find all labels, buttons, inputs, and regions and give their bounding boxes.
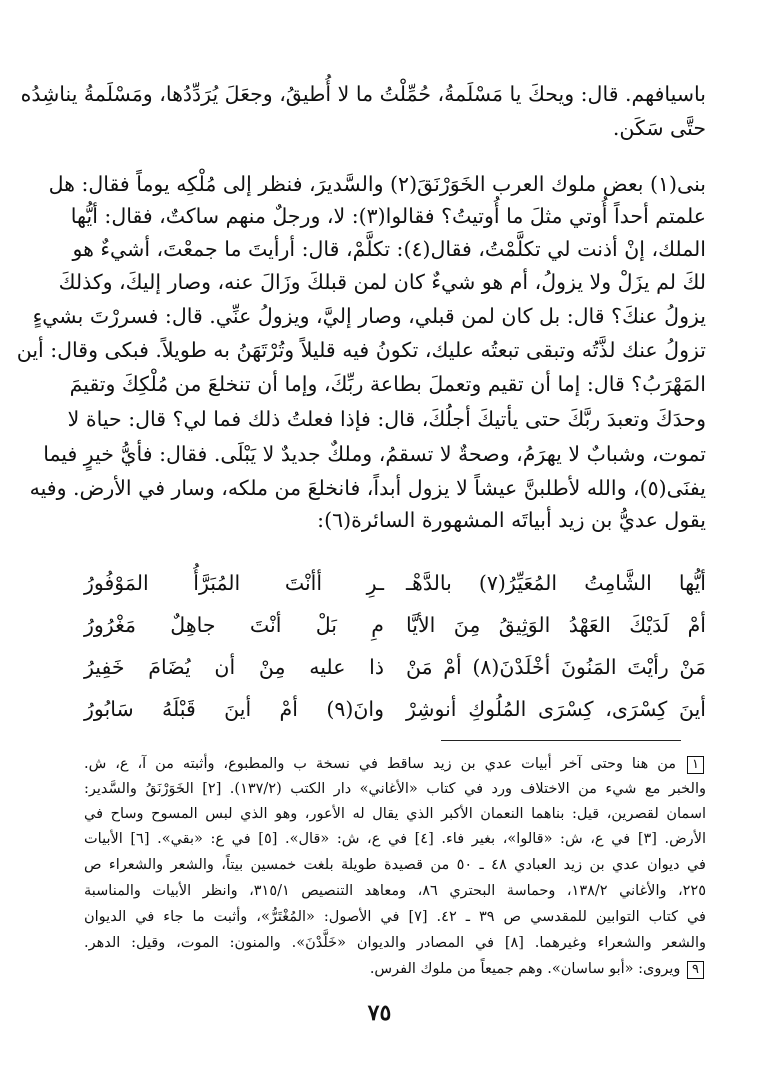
verse-second-hemistich: مِ بَلْ أنْتَ جاهِلٌ مَغْرُورُ	[84, 613, 384, 637]
text-line: حتَّى سَكَن.	[612, 116, 706, 140]
footnote-number-box: ١	[687, 756, 704, 774]
poem-verse	[84, 686, 706, 732]
poem-verse	[84, 644, 706, 690]
footnote-line	[84, 752, 706, 778]
poem-verse	[84, 560, 706, 606]
text-line: يزولُ عنكَ؟ قال: بل كان لمن قبلي، وصار إليَّ، ويزولُ عنِّي. قال: فسررْتَ بشيءٍ	[32, 304, 706, 328]
text-line: علمتم أحداً أُوتي مثلَ ما أُوتيتُ؟ فقالوا(٣): لا، ورجلٌ منهم ساكتٌ، فقال: أيُّها	[70, 204, 706, 228]
verse-second-hemistich: ذا عليه مِنْ أن يُضَامَ خَفِيرُ	[84, 655, 384, 679]
footnote-line: الأرض. [٣] في ع، ش: «قالوا»، بغير فاء. [٤] في ع، ش: «قال». [٥] في ع: «بقي». [٦] الأبيات	[84, 831, 706, 847]
footnote-line: في ديوان عدي بن زيد العبادي ٤٨ ـ ٥٠ من قصيدة طويلة بلغت خمسين بيتاً، والشعر والشعراء ص	[84, 857, 706, 873]
poem-verse	[84, 602, 706, 648]
footnote-line: ٢٢٥، والأغاني ١٣٨/٢، وحماسة البحتري ٨٦، ومعاهد التنصيص ٣١٥/١، وانظر الأبيات والمناسبة	[84, 883, 707, 899]
footnote-line: في كتاب التوابين للمقدسي ص ٣٩ ـ ٤٢. [٧] في الأصول: «المُغْتَرُّ»، وأثبت ما جاء في الديوان	[84, 909, 706, 925]
text-line: بنى(١) بعض ملوك العرب الخَوَرْنَقَ(٢) والسَّديرَ، فنظر إلى مُلْكِه يوماً فقال: هل	[48, 172, 706, 196]
text-line: تزولُ عنك لذَّتُه وتبقى تبعتُه عليك، تكونُ فيه قليلاً وتُرْتَهَنُ به طويلاً. فبكى وقال: أين	[16, 338, 706, 362]
verse-second-hemistich: ـرِ أأنْتَ المُبَرَّأُ المَوْفُورُ	[84, 571, 384, 595]
footnote-line: والشعر والشعراء وغيرهما. [٨] في المصادر والديوان «خَلَّدْنَ». والمنون: الموت، وقيل: الدهر.	[84, 935, 707, 951]
verse-first-hemistich: أمْ لَدَيْكَ العَهْدُ الوَثِيقُ مِنَ الأيَّا	[406, 613, 706, 637]
text-line: يفنَى(٥)، والله لأطلبنَّ عيشاً لا يزول أبداً، فانخلعَ من ملكه، وسار في الأرض. وفيه	[29, 476, 706, 500]
text-line: تموت، وشبابٌ لا يهرَمُ، وصحةٌ لا تسقمُ، وملكٌ جديدٌ لا يَبْلَى. فقال: فأيُّ خيرٍ فيما	[43, 442, 706, 466]
verse-first-hemistich: أينَ كِسْرَى، كِسْرَى المُلُوكِ أنوشِرْ	[406, 697, 706, 721]
text-line: باسيافهم. قال: ويحكَ يا مَسْلَمةُ، حُمِّلْتُ ما لا أُطيقُ، وجعَلَ يُرَدِّدُها، ومَسْلَمةُ يناشِدُه	[20, 82, 706, 106]
text-line: يقول عديُّ بن زيد أبياتَه المشهورة السائرة(٦):	[317, 508, 706, 532]
footnote-text: ويروى: «أبو ساسان». وهم جميعاً من ملوك الفرس.	[369, 961, 681, 977]
text-line: لكَ لم يزَلْ ولا يزولُ، أم هو شيءٌ كان لمن قبلكَ وزَالَ عنه، وصار إليكَ، وكذلكَ	[58, 270, 706, 294]
verse-first-hemistich: مَنْ رأيْتَ المَنُونَ أخْلَدْنَ(٨) أمْ مَنْ	[406, 655, 706, 679]
footnote-line: والخبر مع شيء من الاختلاف ورد في كتاب «الأغاني» دار الكتب (١٣٧/٢). [٢] الخَوَرْنَقُ والسَّدير:	[84, 781, 706, 797]
verse-first-hemistich: أيُّها الشَّامِتُ المُعَيِّرُ(٧) بالدَّهْـ	[406, 571, 706, 595]
text-line: المَهْرَبُ؟ قال: إما أن تقيم وتعملَ بطاعة ربِّكَ، وإما أن تنخلعَ من مُلْكِكَ وتقيمَ	[69, 372, 706, 396]
footnote-line: اسمان لقصرين، قيل: بناهما النعمان الأكبر الذي يقال له الأعور، وهو الذي لبس المسوح وساح في	[84, 806, 706, 822]
text-line: وحدَكَ وتعبدَ ربَّكَ حتى يأتيكَ أجلُكَ، قال: فإذا فعلتُ ذلك فما لي؟ قال: حياة لا	[67, 407, 706, 431]
page-number: ٧٥	[367, 1000, 392, 1026]
footnote-text: من هنا وحتى آخر أبيات عدي بن زيد ساقط في نسخة ب والمطبوع، وأثبته من آ، ع، ش.	[84, 756, 677, 772]
verse-second-hemistich: وانَ(٩) أمْ أينَ قَبْلَهُ سَابُورُ	[84, 697, 384, 721]
footnote-number-box: ٩	[687, 961, 704, 979]
footnote-line	[84, 957, 706, 983]
footnote-divider	[441, 740, 681, 741]
text-line: الملك، إنْ أذنت لي تكلَّمْتُ، فقال(٤): تكلَّمْ، قال: أرأيتَ ما جمعْتَ، أشيءٌ هو	[72, 237, 706, 261]
